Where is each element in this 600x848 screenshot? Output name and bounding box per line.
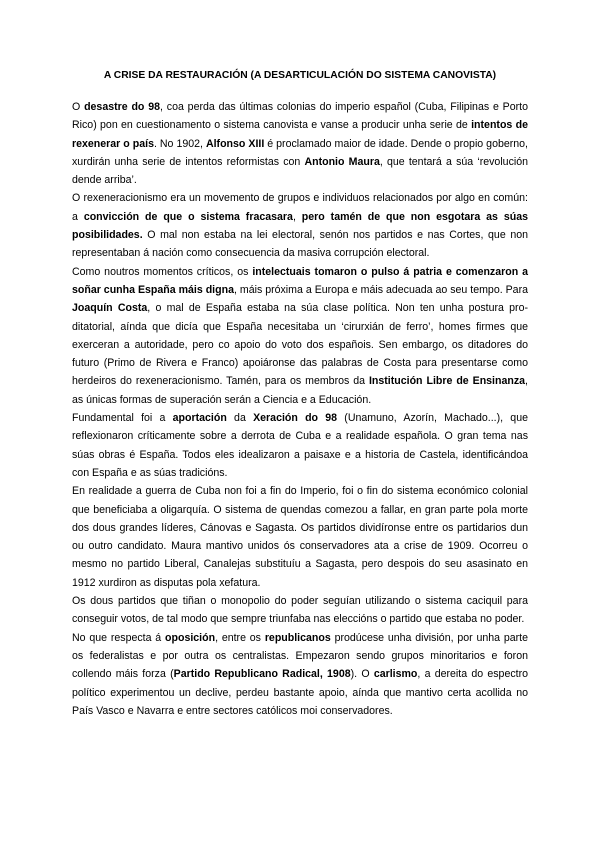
paragraph-7: [72, 629, 528, 720]
bold-text: Institución Libre de Ensinanza: [368, 375, 526, 388]
paragraph-6: [72, 592, 528, 629]
bold-text: desastre do 98: [84, 101, 161, 113]
bold-text: intentos de rexenerar o país: [72, 119, 528, 150]
document-body: [72, 98, 528, 720]
text-run: O mal non estaba na lei electoral, senón nos partidos e nas Cortes, que non representaban á nación como consecuencia da masiva corrupción electoral.: [72, 229, 528, 260]
text-run: prodúcese unha división, por unha parte os federalistas e por outra os centralistas. Empezaron sendo grupos minoritarios e foron collendo máis forza (: [72, 631, 529, 681]
text-run: En realidade a guerra de Cuba non foi a fin do Imperio, foi o fin do sistema económico colonial que beneficiaba a oligarquía. O sistema de quendas comezou a fallar, en gran parte pola morte dos dous grandes líderes, Cánovas e Sagasta. Os partidos dividíronse entre os partidarios dun ou outro candidato. Maura mantivo unidos ós conservadores ata a crise de 1909. Ocorreu o mesmo no partido Liberal, Canalejas substituíu a Sagasta, pero despois do seu asasinato en 1912 xurdiron as disputas pola xefatura.: [72, 485, 528, 589]
bold-text: Alfonso XIII: [205, 137, 265, 150]
text-run: , que tentará a súa ‘revolución dende arriba’.: [72, 155, 528, 187]
bold-text: carlismo: [373, 668, 418, 681]
text-run: , máis próxima a Europa e máis adecuada ao seu tempo. Para: [233, 283, 528, 296]
bold-text: convicción de que o sistema fracasara: [83, 210, 293, 223]
paragraph-3: [72, 263, 528, 409]
text-run: ,: [292, 210, 302, 223]
text-run: , as únicas formas de superación serán a Ciencia e a Educación.: [72, 375, 528, 406]
text-run: No que respecta á: [72, 631, 166, 644]
bold-text: aportación: [172, 412, 227, 425]
text-run: ). O: [350, 668, 374, 681]
text-run: , entre os: [215, 631, 265, 644]
text-run: , a dereita do espectro político experimentou un declive, perdeu bastante apoio, aínda que mantivo certa acollida no País Vasco e Navarra e entre sectores católicos moi conservadores.: [72, 668, 529, 717]
bold-text: Joaquín Costa: [72, 302, 148, 315]
bold-text: Antonio Maura: [304, 155, 380, 168]
bold-text: pero tamén de que non esgotara as súas posibilidades.: [72, 210, 528, 242]
bold-text: republicanos: [264, 631, 331, 644]
paragraph-5: [72, 482, 528, 592]
paragraph-2: [72, 189, 528, 262]
text-run: Os dous partidos que tiñan o monopolio do poder seguían utilizando o sistema caciquil para conseguir votos, de tal modo que sempre triunfaba nas eleccións o partido que estaba no poder.: [72, 595, 528, 626]
text-run: (Unamuno, Azorín, Machado...), que reflexionaron críticamente sobre a derrota de Cuba e a realidade española. O gran tema nas súas obras é España. Todos eles idealizaron a paisaxe e a historia de Castela, identificándoa con España e as súas tradicións.: [72, 412, 528, 479]
text-run: Fundamental foi a: [72, 412, 173, 425]
bold-text: Xeración do 98: [253, 412, 338, 425]
text-run: da: [226, 412, 254, 425]
text-run: Como noutros momentos críticos, os: [72, 265, 253, 278]
text-run: O: [72, 101, 85, 113]
text-run: . No 1902,: [153, 137, 206, 150]
bold-text: oposición: [165, 631, 216, 644]
text-run: é proclamado maior de idade. Dende o propio goberno, xurdirán unha serie de intentos reformistas con: [72, 137, 529, 168]
text-run: O rexeneracionismo era un movemento de grupos e individuos relacionados por algo en común: a: [72, 192, 528, 223]
paragraph-4: [72, 409, 528, 482]
bold-text: Partido Republicano Radical, 1908: [173, 668, 351, 681]
text-run: , coa perda das últimas colonias do imperio español (Cuba, Filipinas e Porto Rico) pon en cuestionamento o sistema canovista e vanse a producir unha serie de: [72, 101, 528, 132]
bold-text: intelectuais tomaron o pulso á patria e comenzaron a soñar cunha España máis digna: [72, 265, 529, 296]
document-title: A CRISE DA RESTAURACIÓN (A DESARTICULACIÓN DO SISTEMA CANOVISTA): [103, 70, 497, 81]
text-run: , o mal de España estaba na súa clase política. Non ten unha postura pro-ditatorial, aínda que dicía que España necesitaba un ‘cirurxián de ferro’, homes firmes que exerceran a autoridade, pero co apoio do voto dos españois. Sen embargo, os ditadores do futuro (Primo de Rivera e Franco) apoiáronse das palabras de Costa para presentarse como herdeiros do rexeneracionismo. Tamén, para os membros da: [72, 302, 528, 388]
paragraph-1: [72, 98, 528, 189]
